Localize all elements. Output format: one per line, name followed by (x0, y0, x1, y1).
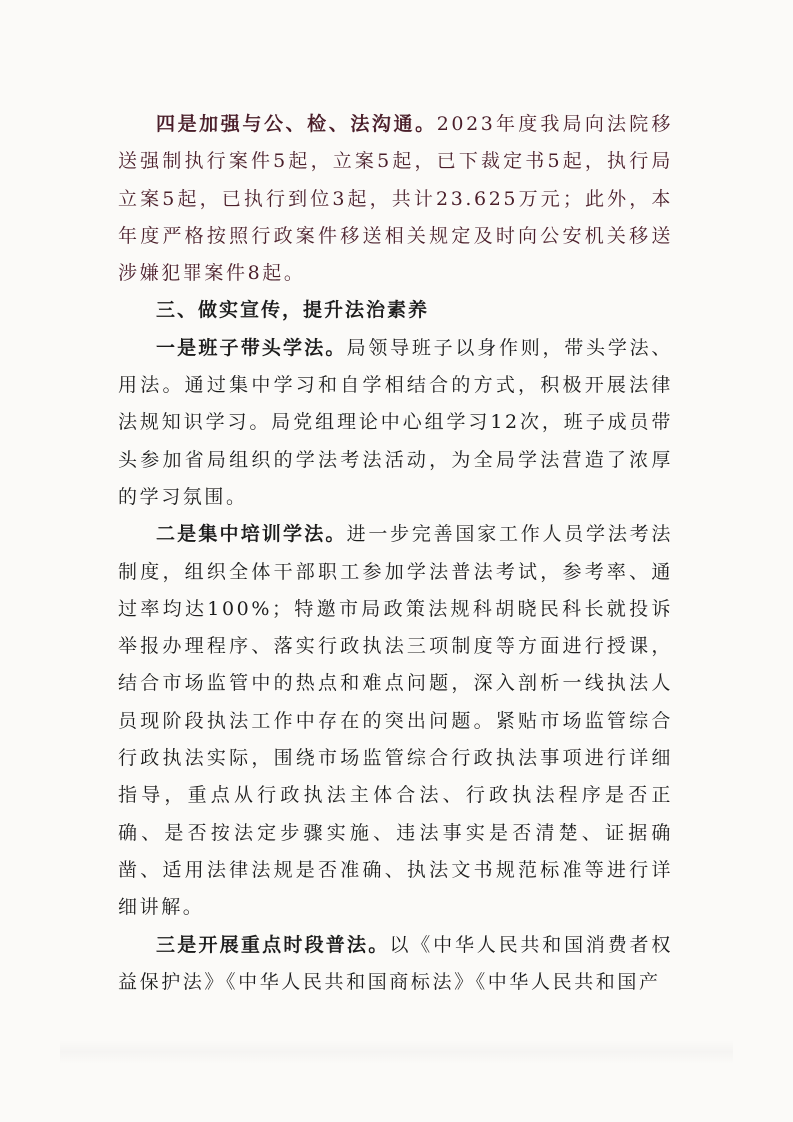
paragraph-body: 进一步完善国家工作人员学法考法制度，组织全体干部职工参加学法普法考试，参考率、通过率均达100%；特邀市局政策法规科胡晓民科长就投诉举报办理程序、落实行政执法三项制度等方面进行授课，结合市场监管中的热点和难点问题，深入剖析一线执法人员现阶段执法工作中存在的突出问题。紧贴市场监管综合行政执法实际，围绕市场监管综合行政执法事项进行详细指导，重点从行政执法主体合法、行政执法程序是否正确、是否按法定步骤实施、违法事实是否清楚、证据确凿、适用法律法规是否准确、执法文书规范标准等进行详细讲解。 (118, 523, 673, 919)
scan-shadow (60, 1040, 733, 1064)
paragraph-body: 2023年度我局向法院移送强制执行案件5起，立案5起，已下裁定书5起，执行局立案5起，已执行到位3起，共计23.625万元；此外，本年度严格按照行政案件移送相关规定及时向公安机关移送涉嫌犯罪案件8起。 (118, 113, 673, 285)
paragraph-body: 局领导班子以身作则，带头学法、用法。通过集中学习和自学相结合的方式，积极开展法律法规知识学习。局党组理论中心组学习12次，班子成员带头参加省局组织的学法考法活动，为全局学法营造了浓厚的学习氛围。 (118, 336, 673, 508)
paragraph-lead: 四是加强与公、检、法沟通。 (156, 113, 437, 135)
paragraph-leadership-study (118, 330, 673, 516)
paragraph-lead: 一是班子带头学法。 (156, 336, 347, 359)
paragraph-lead: 二是集中培训学法。 (156, 523, 347, 546)
paragraph-key-period-publicity (118, 927, 673, 1002)
section-heading: 三、做实宣传，提升法治素养 (156, 299, 430, 322)
paragraph-centralized-training (118, 516, 673, 926)
paragraph-public-security-procuratorate-court (118, 106, 673, 292)
paragraph-lead: 三是开展重点时段普法。 (156, 933, 390, 956)
paragraph-body: 以《中华人民共和国消费者权益保护法》《中华人民共和国商标法》《中华人民共和国产 (118, 933, 673, 993)
